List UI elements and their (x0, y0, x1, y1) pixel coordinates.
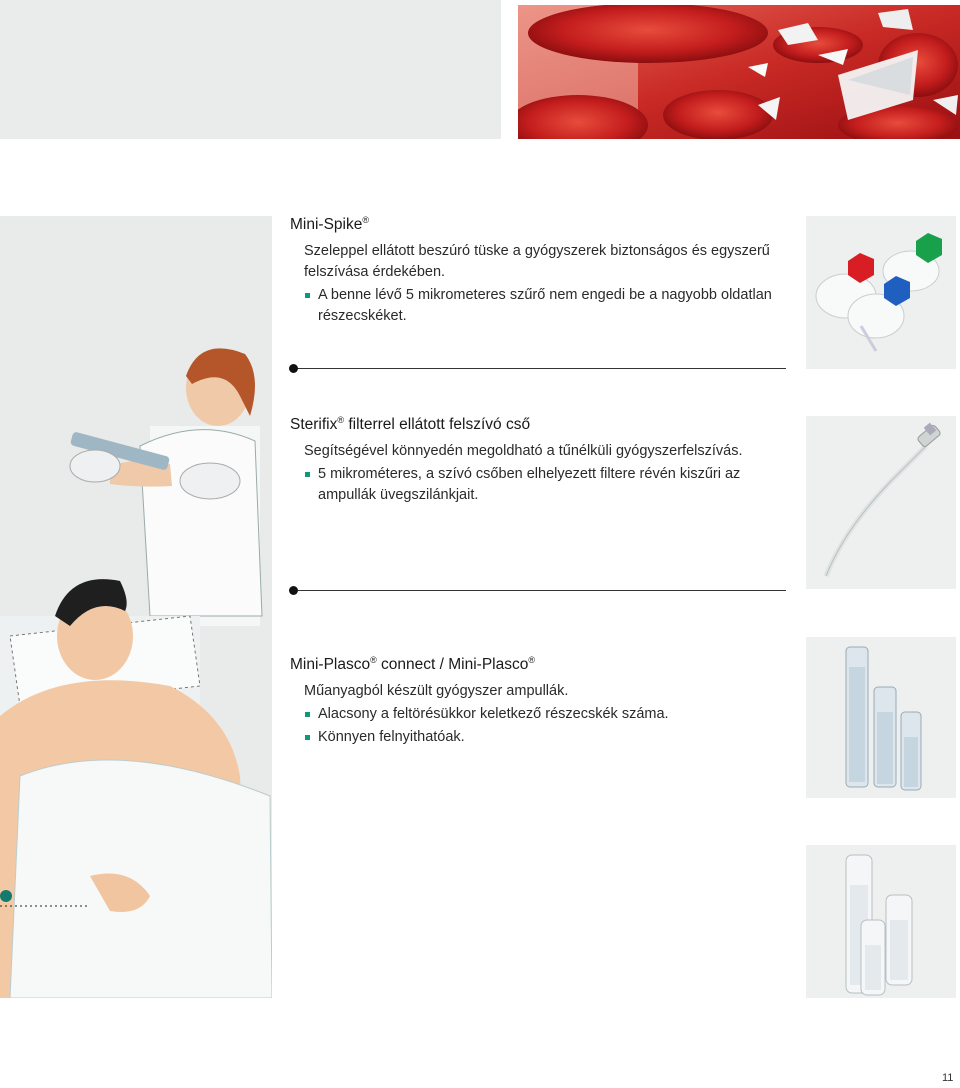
section-divider (294, 368, 786, 369)
section-description: Szeleppel ellátott beszúró tüske a gyógyszerek biztonságos és egyszerű felszívása érdekében. (304, 243, 770, 280)
mini-spike-photo (806, 216, 956, 369)
section-divider (294, 590, 786, 591)
section-title: Mini-Plasco® connect / Mini-Plasco® (290, 654, 536, 673)
divider-dot-icon (289, 586, 298, 595)
section-mini-spike (290, 215, 790, 329)
bullet-square-icon (305, 735, 310, 740)
bullet-item: 5 mikrométeres, a szívó csőben elhelyezett filtere révén kiszűri az ampullák üvegszilánkjait. (318, 464, 790, 506)
section-description: Segítségével könnyedén megoldható a tűnélküli gyógyszerfelszívás. (304, 443, 743, 459)
section-title: Mini-Spike® (290, 214, 369, 233)
sterifix-photo (806, 416, 956, 589)
bullet-item: A benne lévő 5 mikrometeres szűrő nem engedi be a nagyobb oldatlan részecskéket. (318, 285, 790, 327)
bullet-square-icon (305, 293, 310, 298)
bullet-item: Alacsony a feltörésükkor keletkező részecskék száma. (318, 704, 790, 725)
section-title: Sterifix® filterrel ellátott felszívó cső (290, 414, 531, 433)
section-sterifix (290, 415, 790, 508)
bullet-square-icon (305, 472, 310, 477)
divider-dot-icon (289, 364, 298, 373)
bullet-item: Könnyen felnyithatóak. (318, 727, 790, 748)
header-gray-block (0, 0, 501, 139)
nurse-patient-illustration (0, 216, 272, 998)
page-number: 11 (942, 1072, 954, 1084)
section-description: Műanyagból készült gyógyszer ampullák. (304, 683, 569, 699)
mini-plasco-connect-photo (806, 845, 956, 998)
blood-cells-image (518, 5, 960, 139)
section-mini-plasco (290, 655, 790, 750)
mini-plasco-photo (806, 637, 956, 798)
bullet-square-icon (305, 712, 310, 717)
